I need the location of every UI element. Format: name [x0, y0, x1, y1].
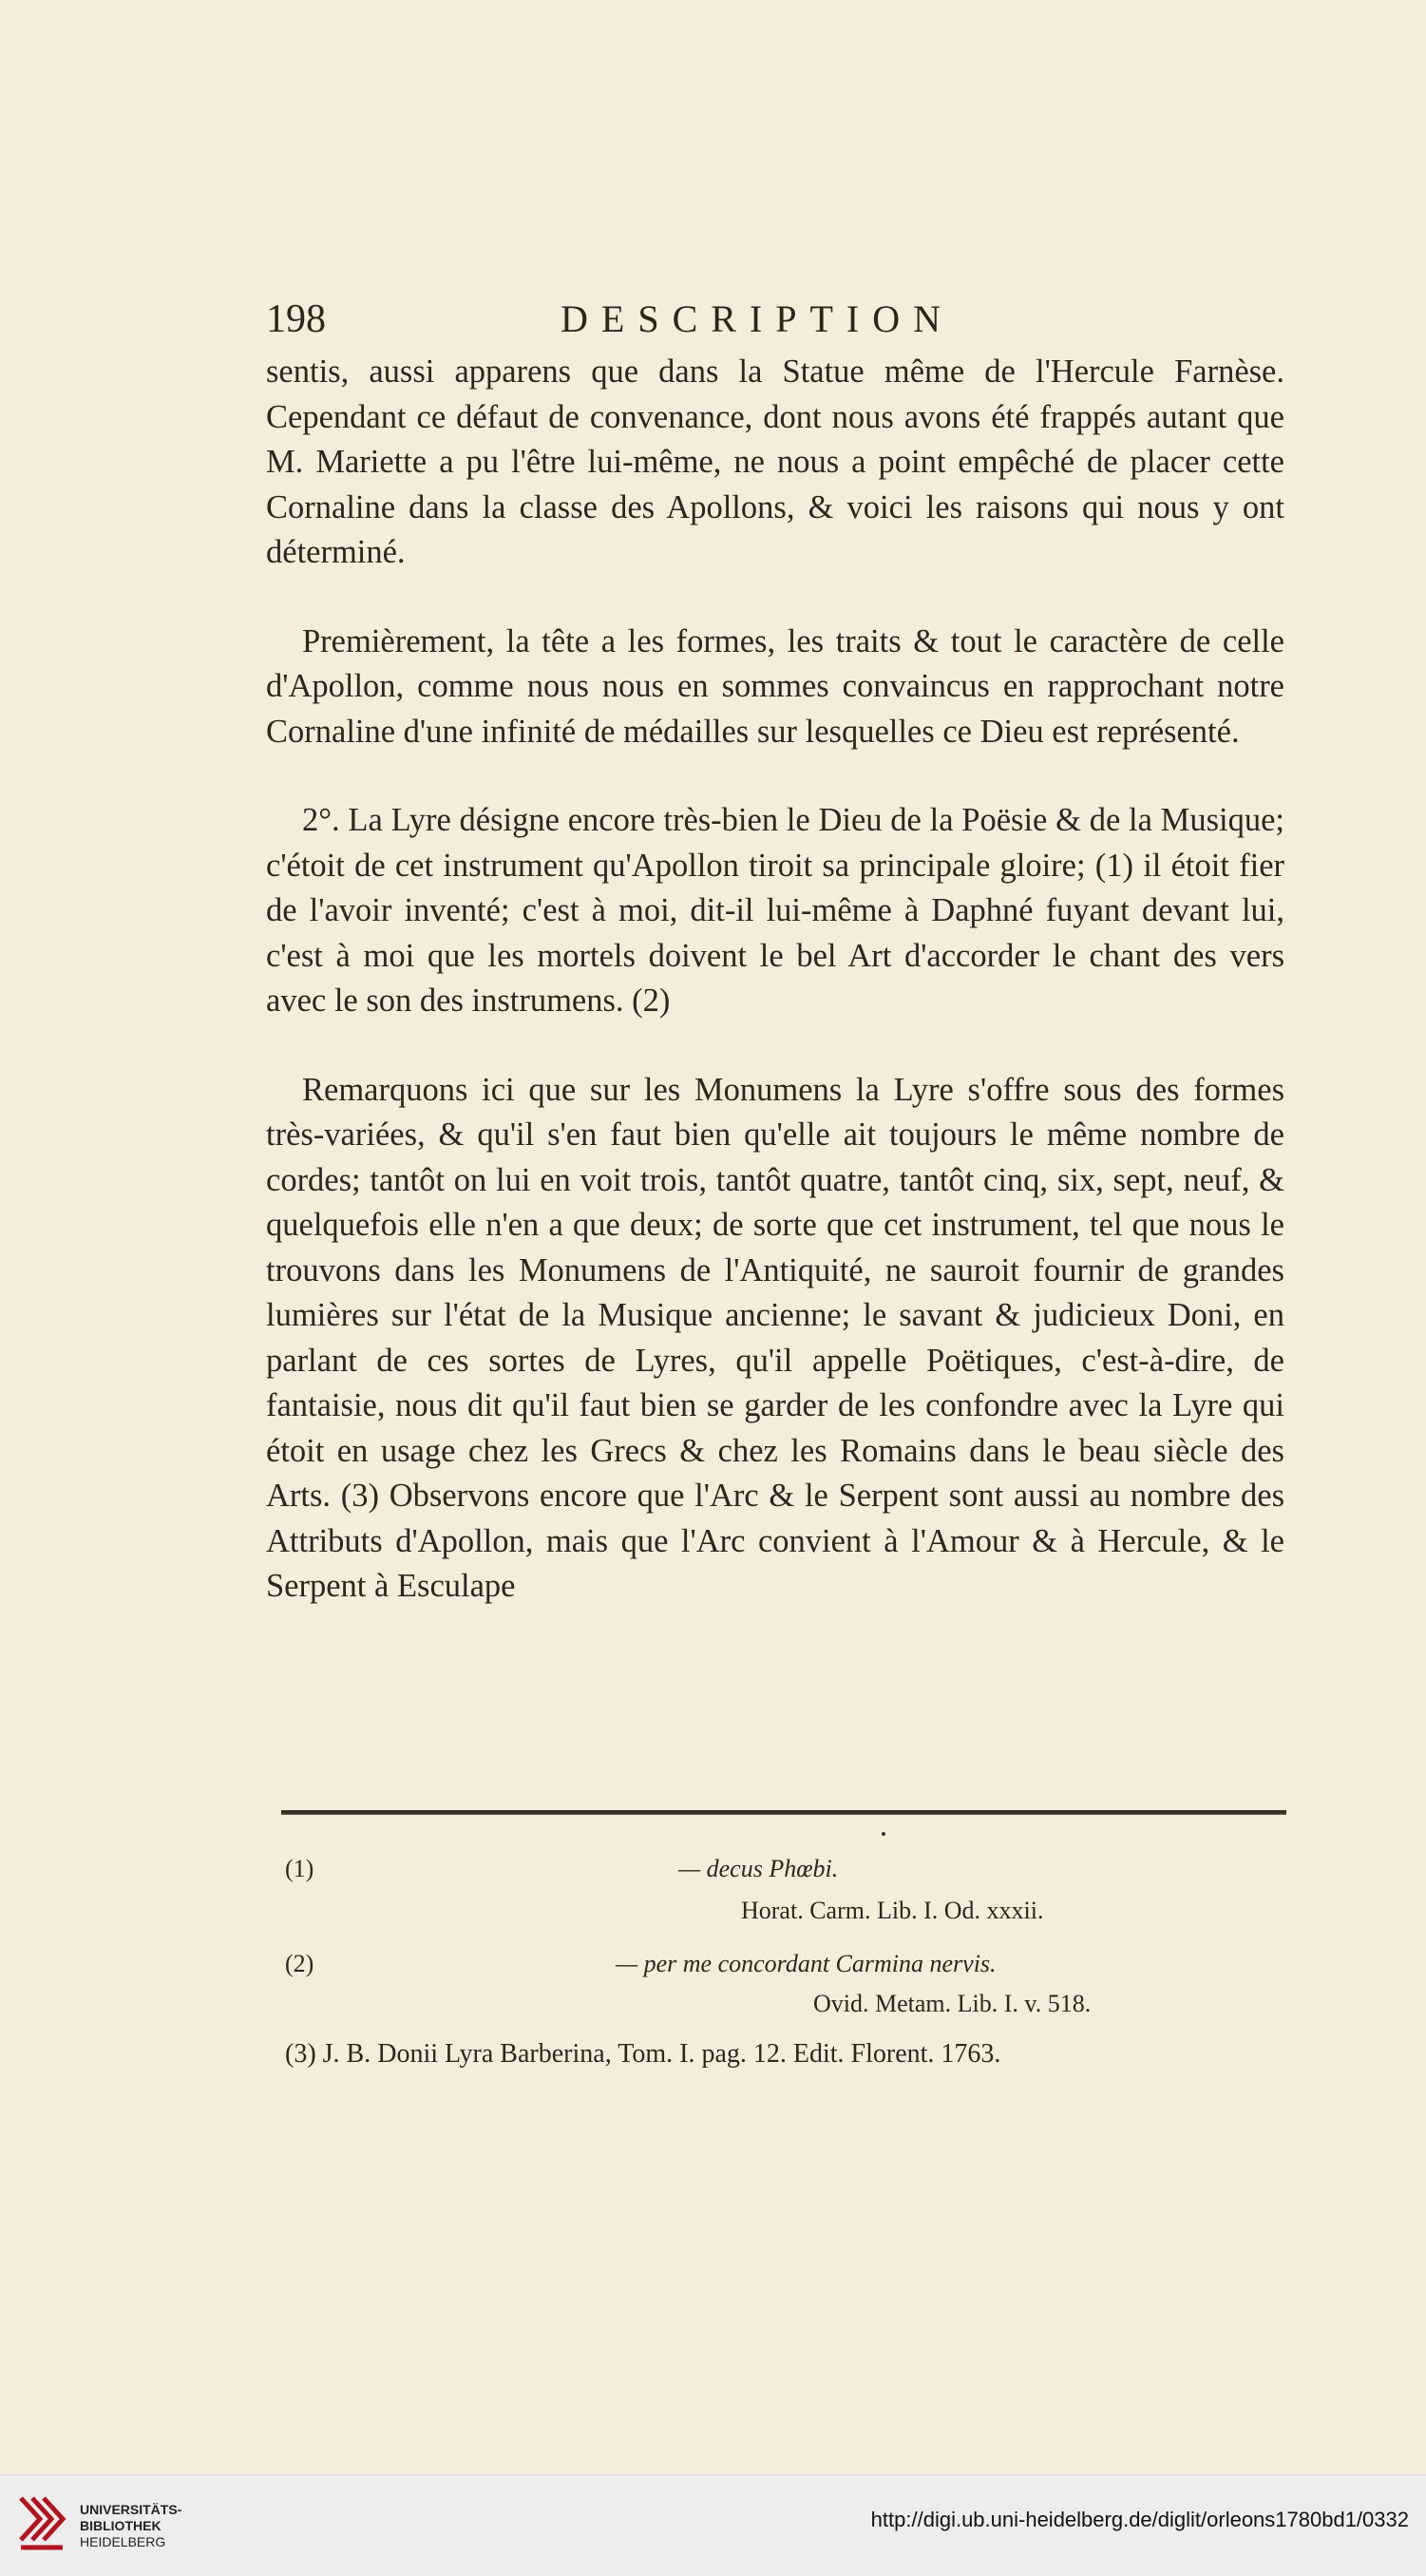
paragraph: Remarquons ici que sur les Monumens la Lyre s'offre sous des formes très-variées, & qu'il s'en faut bien qu'elle ait toujours le même nombre de cordes; tantôt on lui en voit trois, tantôt quatre, tantôt cinq, six, sept, neuf, & quelquefois elle n'en a que deux; de sorte que cet instrument, tel que nous le trouvons dans les Monumens de l'Antiquité, ne sauroit fournir de grandes lumières sur l'état de la Musique ancienne; le savant & judicieux Doni, en parlant de ces sortes de Lyres, qu'il appelle Poëtiques, c'est-à-dire, de fantaisie, nous dit qu'il faut bien se garder de les confondre avec la Lyre qui étoit en usage chez les Grecs & chez les Romains dans le beau siècle des Arts. (3) Observons encore que l'Arc & le Serpent sont aussi au nombre des Attributs d'Apollon, mais que l'Arc convient à l'Amour & à Hercule, & le Serpent à Esculape	[266, 1071, 1284, 1604]
paragraph: sentis, aussi apparens que dans la Statue même de l'Hercule Farnèse. Cependant ce défaut de convenance, dont nous avons été frappés autant que M. Mariette a pu l'être lui-même, ne nous a point empêché de placer cette Cornaline dans la classe des Apollons, & voici les raisons qui nous y ont déterminé.	[266, 353, 1284, 570]
footnote-separator-rule	[281, 1810, 1286, 1815]
page-header	[266, 296, 1284, 344]
footnote-reference: Horat. Carm. Lib. I. Od. xxxii.	[741, 1897, 1044, 1924]
footnote-number: (1)	[285, 1855, 314, 1882]
footnote-quote: — decus Phœbi.	[678, 1855, 839, 1882]
running-title: DESCRIPTION	[561, 297, 955, 340]
library-name-line: HEIDELBERG	[80, 2534, 166, 2549]
page-number: 198	[266, 297, 326, 341]
footnote-number: (2)	[285, 1950, 314, 1977]
library-name-line: BIBLIOTHEK	[80, 2518, 162, 2533]
permalink-url[interactable]: http://digi.ub.uni-heidelberg.de/diglit/orleons1780bd1/0332	[870, 2508, 1409, 2531]
ornament-dot	[882, 1832, 885, 1836]
footnote-quote: — per me concordant Carmina nervis.	[616, 1950, 997, 1977]
library-footer-bar	[0, 2474, 1426, 2576]
footnote-reference: Ovid. Metam. Lib. I. v. 518.	[813, 1990, 1092, 2017]
paragraph: Premièrement, la tête a les formes, les traits & tout le caractère de celle d'Apollon, comme nous nous en sommes convaincus en rapprochant notre Cornaline d'une infinité de médailles sur lesquelles ce Dieu est représenté.	[266, 622, 1284, 750]
paragraph: 2°. La Lyre désigne encore très-bien le Dieu de la Poësie & de la Musique; c'étoit de cet instrument qu'Apollon tiroit sa principale gloire; (1) il étoit fier de l'avoir inventé; c'est à moi, dit-il lui-même à Daphné fuyant devant lui, c'est à moi que les mortels doivent le bel Art d'accorder le chant des vers avec le son des instrumens. (2)	[266, 802, 1284, 1019]
university-library-logo-icon[interactable]	[15, 2490, 68, 2561]
library-name	[80, 2502, 181, 2550]
footnote: (3) J. B. Donii Lyra Barberina, Tom. I. pag. 12. Edit. Florent. 1763.	[285, 2039, 1001, 2069]
library-name-line: UNIVERSITÄTS-	[80, 2502, 182, 2517]
body-text	[266, 350, 1284, 1653]
